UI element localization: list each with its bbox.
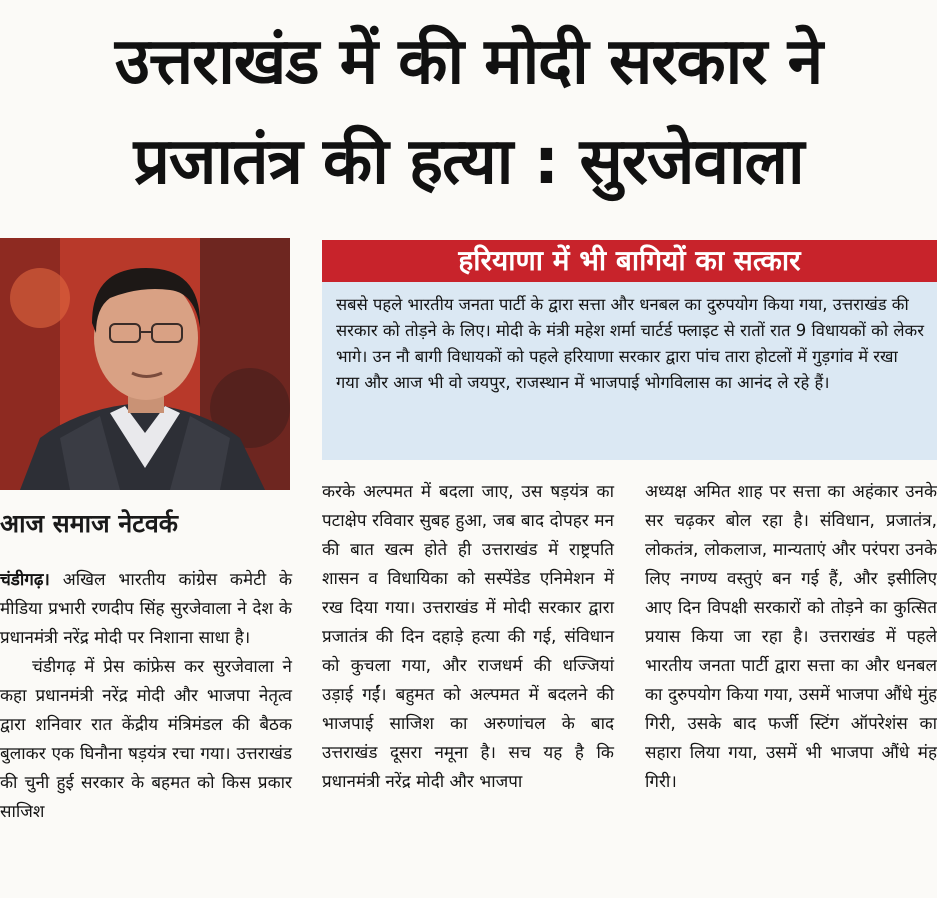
- article-column-3: [645, 478, 937, 797]
- article-column-2: [322, 478, 614, 797]
- sidebar-box: [322, 282, 937, 460]
- headline-line-1: उत्तराखंड में की मोदी सरकार ने: [114, 25, 823, 99]
- article-column-1: [0, 566, 292, 827]
- sidebar-body: सबसे पहले भारतीय जनता पार्टी के द्वारा सत्ता और धनबल का दुरुपयोग किया गया, उत्तराखंड की सरकार को तोड़ने के लिए। मोदी के मंत्री महेश शर्मा चार्टर्ड फ्लाइट से रातों रात 9 विधायकों को लेकर भागे। उन नौ बागी विधायकों को पहले हरियाणा सरकार द्वारा पांच तारा होटलों में गुड़गांव में रखा गया और आज भी वो जयपुर, राजस्थान में भाजपाई भोगविलास का आनंद ले रहे हैं।: [336, 295, 924, 392]
- paragraph-1: अखिल भारतीय कांग्रेस कमेटी के मीडिया प्रभारी रणदीप सिंह सुरजेवाला ने देश के प्रधानमंत्री नरेंद्र मोदी पर निशाना साधा है।: [0, 570, 292, 648]
- byline: आज समाज नेटवर्क: [0, 509, 178, 538]
- portrait-illustration: [0, 238, 290, 490]
- portrait-photo: [0, 238, 290, 490]
- paragraph-2: चंडीगढ़ में प्रेस कांफ्रेस कर सुरजेवाला ने कहा प्रधानमंत्री नरेंद्र मोदी और भाजपा नेतृत्व द्वारा शनिवार रात केंद्रीय मंत्रिमंडल की बैठक बुलाकर एक घिनौना षड़यंत्र रचा गया। उत्तराखंड की चुनी हुई सरकार के बहमत को किस प्रकार साजिश: [0, 657, 292, 822]
- sidebar-title: हरियाणा में भी बागियों का सत्कार: [322, 240, 937, 282]
- headline-line-2: प्रजातंत्र की हत्या : सुरजेवाला: [133, 125, 804, 199]
- dateline: चंडीगढ़।: [0, 570, 50, 590]
- paragraph-3: करके अल्पमत में बदला जाए, उस षड़यंत्र का पटाक्षेप रविवार सुबह हुआ, जब बाद दोपहर मन की बात खत्म होते ही उत्तराखंड में राष्ट्रपति शासन व विधायिका को सस्पेंडेड एनिमेशन में रख दिया गया। उत्तराखंड में मोदी सरकार द्वारा प्रजातंत्र की दिन दहाड़े हत्या की गई, संविधान को कुचला गया, और राजधर्म की धज्जियां उड़ाई गईं। बहुमत को अल्पमत में बदलने की भाजपाई साजिश का अरुणांचल के बाद उत्तराखंड दूसरा नमूना है। सच यह है कि प्रधानमंत्री नरेंद्र मोदी और भाजपा: [322, 482, 614, 792]
- paragraph-4: अध्यक्ष अमित शाह पर सत्ता का अहंकार उनके सर चढ़कर बोल रहा है। संविधान, प्रजातंत्र, लोकतंत्र, लोकलाज, मान्यताएं और परंपरा उनके लिए नगण्य वस्तुएं बन गई हैं, और इसीलिए आए दिन विपक्षी सरकारों को तोड़ने का कुत्सित प्रयास किया जा रहा है। उत्तराखंड में पहले भारतीय जनता पार्टी द्वारा सत्ता का और धनबल का दुरुपयोग किया गया, उसमें भाजपा औंधे मुंह गिरी, उसके बाद फर्जी स्टिंग ऑपरेशंस का सहारा लिया गया, उसमें भी भाजपा औंधे मंह गिरी।: [645, 482, 937, 792]
